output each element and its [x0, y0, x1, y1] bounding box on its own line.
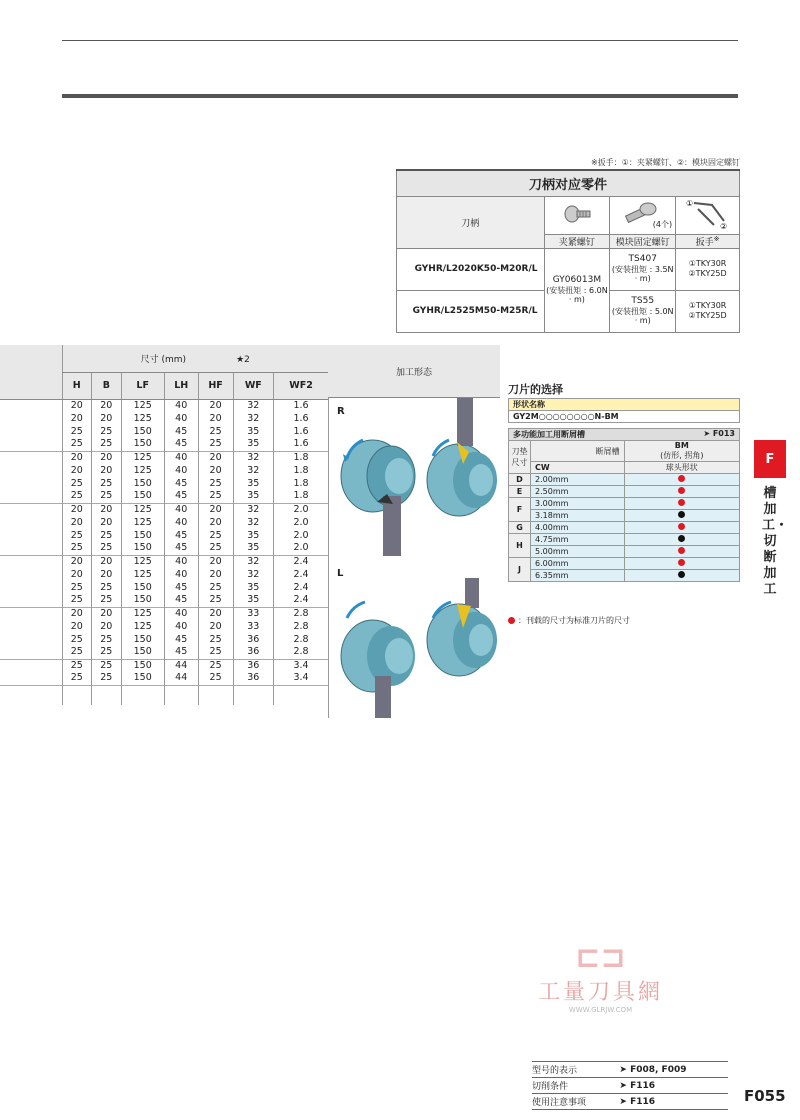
dims-cell: 25	[198, 581, 233, 594]
cw-value: 3.18mm	[531, 510, 625, 522]
dims-col-wf2: WF2	[274, 372, 328, 399]
dims-cell: 125	[121, 620, 164, 633]
dims-cell: 20	[62, 516, 92, 529]
list-item	[509, 558, 740, 570]
dims-cell: 150	[121, 672, 164, 685]
shape-header: 加工形态	[328, 345, 500, 398]
dims-cell: 32	[233, 412, 274, 425]
pad-grade: G	[509, 522, 531, 534]
dims-cell: 25	[62, 672, 92, 685]
dims-cell: 20	[198, 451, 233, 464]
ref-link[interactable]: ➤ F116	[619, 1094, 728, 1110]
dims-cell: 25	[198, 477, 233, 490]
dims-cell: 20	[92, 555, 122, 568]
dims-cell: 1.6	[274, 399, 328, 412]
dims-cell: 25	[198, 633, 233, 646]
dims-cell: 125	[121, 568, 164, 581]
dims-cell: 1.6	[274, 412, 328, 425]
dims-cell: 150	[121, 490, 164, 503]
dims-cell: 20	[198, 516, 233, 529]
dims-cell: 125	[121, 503, 164, 516]
dims-cell: 32	[233, 568, 274, 581]
dims-cell: 20	[198, 412, 233, 425]
dims-cell: 150	[121, 659, 164, 672]
dims-cell: 2.8	[274, 620, 328, 633]
dims-cell: 20	[92, 503, 122, 516]
dims-cell: 35	[233, 477, 274, 490]
dims-cell: 20	[62, 399, 92, 412]
dims-cell: 125	[121, 399, 164, 412]
dims-cell: 40	[164, 516, 198, 529]
dims-cell: 40	[164, 607, 198, 620]
availability-cell	[624, 498, 739, 510]
watermark-logo-icon: ⊏⊐	[575, 940, 626, 975]
dims-cell: 45	[164, 633, 198, 646]
black-dot-icon	[678, 571, 685, 578]
dims-cell: 33	[233, 607, 274, 620]
red-dot-icon	[678, 523, 685, 530]
dims-cell: 25	[198, 425, 233, 438]
wrench-cell: ①TKY30R ②TKY25D	[676, 290, 740, 332]
dims-cell: 20	[62, 568, 92, 581]
parts-table	[396, 169, 740, 333]
dims-cell: 2.0	[274, 529, 328, 542]
dims-cell: 150	[121, 542, 164, 555]
module-screw-cell: TS407 (安装扭矩 : 3.5N · m)	[610, 248, 676, 290]
dims-cell: 125	[121, 516, 164, 529]
table-row	[0, 503, 328, 516]
l-machining-diagram	[333, 578, 501, 718]
top-rule	[62, 40, 738, 41]
availability-cell	[624, 534, 739, 546]
red-dot-icon	[678, 499, 685, 506]
table-row	[0, 672, 328, 685]
dims-cell: 1.8	[274, 464, 328, 477]
section-tab-text: 槽加工・切断加工	[762, 486, 789, 597]
dims-cell: 20	[198, 399, 233, 412]
dims-header: 尺寸 (mm) ★2	[62, 345, 328, 372]
blank-header	[0, 345, 62, 399]
holder-model: GYHR/L2525M50-M25R/L	[397, 290, 545, 332]
dims-cell: 20	[198, 464, 233, 477]
dims-cell: 2.8	[274, 607, 328, 620]
svg-text:②: ②	[719, 221, 727, 231]
dims-cell: 36	[233, 672, 274, 685]
wrench-note: ※扳手：①：夹紧螺钉、②：模块固定螺钉	[590, 158, 740, 167]
svg-text:①: ①	[685, 198, 693, 208]
dims-col-b: B	[92, 372, 122, 399]
ref-link[interactable]: ➤ F008, F009	[619, 1062, 728, 1078]
dims-cell: 25	[92, 672, 122, 685]
dims-cell: 125	[121, 555, 164, 568]
dims-cell: 20	[198, 607, 233, 620]
footer-refs: 型号的表示 ➤ F008, F009 切削条件 ➤ F116 使用注意事项 ➤ F116	[532, 1061, 728, 1110]
dims-cell: 40	[164, 555, 198, 568]
dims-cell: 35	[233, 542, 274, 555]
dims-cell: 40	[164, 412, 198, 425]
dims-cell: 25	[62, 581, 92, 594]
dims-cell: 20	[62, 555, 92, 568]
dims-cell: 25	[62, 490, 92, 503]
dims-cell: 35	[233, 438, 274, 451]
dims-cell: 25	[92, 633, 122, 646]
table-row	[0, 646, 328, 659]
dims-cell: 40	[164, 451, 198, 464]
list-item	[509, 570, 740, 582]
dims-cell: 2.8	[274, 633, 328, 646]
dims-cell: 35	[233, 594, 274, 607]
red-dot-icon	[678, 487, 685, 494]
module-screw-icon: (4个)	[610, 196, 676, 234]
table-row	[0, 568, 328, 581]
cw-value: 4.00mm	[531, 522, 625, 534]
dims-col-h: H	[62, 372, 92, 399]
dims-cell: 1.6	[274, 425, 328, 438]
cw-value: 3.00mm	[531, 498, 625, 510]
dims-cell: 2.0	[274, 542, 328, 555]
table-row	[0, 516, 328, 529]
red-dot-icon	[508, 617, 515, 624]
table-row	[0, 529, 328, 542]
dims-cell: 36	[233, 633, 274, 646]
availability-cell	[624, 474, 739, 486]
insert-code: GY2M○○○○○○○○N-BM	[509, 411, 740, 423]
dims-cell: 35	[233, 581, 274, 594]
parts-title: 刀柄对应零件	[397, 170, 740, 196]
dims-cell: 20	[92, 516, 122, 529]
shape-column	[328, 398, 500, 718]
dims-cell: 36	[233, 659, 274, 672]
dims-cell: 20	[198, 503, 233, 516]
table-row	[0, 581, 328, 594]
table-row	[0, 633, 328, 646]
dims-cell: 25	[92, 438, 122, 451]
breaker-section: 多功能加工用断屑槽 ➤ F013	[509, 429, 740, 441]
dims-cell: 25	[92, 646, 122, 659]
dims-cell: 25	[198, 490, 233, 503]
dims-cell: 45	[164, 646, 198, 659]
black-dot-icon	[678, 511, 685, 518]
shape-l-label: L	[337, 568, 344, 579]
dims-cell: 1.6	[274, 438, 328, 451]
dims-cell: 25	[62, 542, 92, 555]
table-row	[0, 542, 328, 555]
availability-cell	[624, 522, 739, 534]
table-row	[0, 438, 328, 451]
dims-cell: 25	[92, 542, 122, 555]
dims-cell: 32	[233, 503, 274, 516]
dims-cell: 125	[121, 451, 164, 464]
dims-cell: 45	[164, 490, 198, 503]
holder-model: GYHR/L2020K50-M20R/L	[397, 248, 545, 290]
list-item	[509, 474, 740, 486]
dims-cell: 150	[121, 633, 164, 646]
dims-cell: 25	[62, 425, 92, 438]
red-dot-icon	[678, 559, 685, 566]
table-row	[0, 594, 328, 607]
dims-cell: 33	[233, 620, 274, 633]
dims-cell: 25	[62, 594, 92, 607]
availability-cell	[624, 570, 739, 582]
dims-cell: 25	[62, 646, 92, 659]
dims-cell: 150	[121, 477, 164, 490]
dims-col-lf: LF	[121, 372, 164, 399]
dims-cell: 32	[233, 555, 274, 568]
table-row	[0, 490, 328, 503]
shape-r-label: R	[337, 406, 345, 417]
dims-cell: 25	[62, 477, 92, 490]
dims-cell: 25	[92, 425, 122, 438]
header-bar	[62, 94, 738, 98]
watermark: ⊏⊐ 工量刀具網 WWW.GLRJW.COM	[538, 940, 664, 1014]
dims-cell: 25	[92, 581, 122, 594]
dims-cell: 44	[164, 659, 198, 672]
dims-cell: 32	[233, 451, 274, 464]
col-module-screw: 模块固定螺钉	[610, 234, 676, 248]
dims-cell: 2.4	[274, 555, 328, 568]
dims-cell: 3.4	[274, 659, 328, 672]
dims-col-wf: WF	[233, 372, 274, 399]
dims-cell: 150	[121, 581, 164, 594]
dims-cell: 35	[233, 425, 274, 438]
clamp-screw-icon	[544, 196, 610, 234]
availability-cell	[624, 558, 739, 570]
legend: ：刊载的尺寸为标准刀片的尺寸	[508, 615, 630, 626]
dims-cell: 25	[198, 646, 233, 659]
dims-cell: 25	[62, 529, 92, 542]
dims-cell: 2.8	[274, 646, 328, 659]
dims-cell: 25	[198, 672, 233, 685]
list-item	[509, 546, 740, 558]
dims-cell: 45	[164, 529, 198, 542]
list-item	[509, 486, 740, 498]
dims-cell: 125	[121, 464, 164, 477]
cw-value: 6.35mm	[531, 570, 625, 582]
table-row	[0, 464, 328, 477]
list-item	[509, 498, 740, 510]
dims-cell: 25	[198, 594, 233, 607]
dims-cell: 1.8	[274, 451, 328, 464]
dims-cell: 36	[233, 646, 274, 659]
dims-cell: 32	[233, 464, 274, 477]
pad-grade: H	[509, 534, 531, 558]
table-row	[0, 659, 328, 672]
dims-cell: 20	[92, 451, 122, 464]
dims-cell: 150	[121, 425, 164, 438]
dims-cell: 25	[62, 438, 92, 451]
dims-cell: 25	[92, 594, 122, 607]
dims-cell: 25	[92, 529, 122, 542]
page-number: F055	[744, 1087, 786, 1105]
dims-cell: 25	[62, 633, 92, 646]
cw-label: CW	[531, 462, 625, 474]
dims-cell: 20	[62, 451, 92, 464]
dims-cell: 2.4	[274, 568, 328, 581]
table-row	[0, 451, 328, 464]
dims-cell: 1.8	[274, 477, 328, 490]
dims-cell: 45	[164, 438, 198, 451]
dims-cell: 40	[164, 620, 198, 633]
table-row	[0, 620, 328, 633]
dims-cell: 25	[62, 659, 92, 672]
pad-grade: E	[509, 486, 531, 498]
dims-cell: 20	[62, 464, 92, 477]
availability-cell	[624, 510, 739, 522]
tip-shape-label: 球头形状	[624, 462, 739, 474]
dims-cell: 40	[164, 503, 198, 516]
cw-value: 2.00mm	[531, 474, 625, 486]
dims-cell: 40	[164, 464, 198, 477]
col-wrench: 扳手※	[676, 234, 740, 248]
red-dot-icon	[678, 547, 685, 554]
pad-grade: J	[509, 558, 531, 582]
dims-cell: 40	[164, 399, 198, 412]
dims-cell: 45	[164, 477, 198, 490]
table-row	[0, 607, 328, 620]
dims-cell: 20	[92, 620, 122, 633]
insert-table	[508, 398, 740, 582]
dims-cell: 32	[233, 399, 274, 412]
breaker-label: 断屑槽	[531, 441, 625, 462]
dims-cell: 20	[92, 568, 122, 581]
bm-label: BM (仿形, 拐角)	[624, 441, 739, 462]
dims-cell: 20	[62, 503, 92, 516]
r-machining-diagram	[333, 398, 501, 558]
dims-cell: 45	[164, 425, 198, 438]
availability-cell	[624, 486, 739, 498]
cw-value: 6.00mm	[531, 558, 625, 570]
red-dot-icon	[678, 475, 685, 482]
pad-grade: D	[509, 474, 531, 486]
dims-cell: 20	[198, 568, 233, 581]
dims-cell: 25	[92, 477, 122, 490]
dims-cell: 125	[121, 607, 164, 620]
section-tab[interactable]: F	[754, 440, 786, 478]
dims-cell: 2.4	[274, 594, 328, 607]
insert-title: 刀片的选择	[508, 383, 563, 396]
list-item	[509, 510, 740, 522]
dims-cell: 20	[198, 620, 233, 633]
dims-cell: 25	[92, 659, 122, 672]
dims-col-lh: LH	[164, 372, 198, 399]
cw-value: 4.75mm	[531, 534, 625, 546]
dims-cell: 45	[164, 581, 198, 594]
pad-size-label: 刀垫尺寸	[509, 441, 531, 474]
black-dot-icon	[678, 535, 685, 542]
dims-cell: 150	[121, 529, 164, 542]
ref-link[interactable]: ➤ F116	[619, 1078, 728, 1094]
clamp-screw-cell: GY06013M (安装扭矩 : 6.0N · m)	[544, 248, 610, 332]
module-screw-cell: TS55 (安装扭矩 : 5.0N · m)	[610, 290, 676, 332]
shape-name-label: 形状名称	[509, 399, 740, 411]
dims-cell: 32	[233, 516, 274, 529]
dims-cell: 25	[198, 659, 233, 672]
availability-cell	[624, 546, 739, 558]
dims-cell: 20	[92, 412, 122, 425]
dims-cell: 25	[198, 529, 233, 542]
table-row	[0, 555, 328, 568]
dims-col-hf: HF	[198, 372, 233, 399]
dims-cell: 40	[164, 568, 198, 581]
table-row	[0, 477, 328, 490]
dims-cell: 45	[164, 542, 198, 555]
table-row	[0, 412, 328, 425]
dims-cell: 25	[198, 542, 233, 555]
cw-value: 5.00mm	[531, 546, 625, 558]
dims-cell: 20	[198, 555, 233, 568]
dims-cell: 35	[233, 529, 274, 542]
dims-cell: 20	[62, 620, 92, 633]
table-row	[0, 399, 328, 412]
dims-cell: 25	[198, 438, 233, 451]
dims-cell: 20	[92, 399, 122, 412]
table-row	[0, 425, 328, 438]
dimensions-table	[0, 345, 328, 705]
dims-cell: 20	[92, 607, 122, 620]
dims-cell: 1.8	[274, 490, 328, 503]
dims-cell: 20	[62, 607, 92, 620]
col-clamp-screw: 夹紧螺钉	[544, 234, 610, 248]
dims-cell: 2.4	[274, 581, 328, 594]
dims-cell: 20	[92, 464, 122, 477]
dims-cell: 44	[164, 672, 198, 685]
dims-cell: 3.4	[274, 672, 328, 685]
cw-value: 2.50mm	[531, 486, 625, 498]
dims-cell: 20	[62, 412, 92, 425]
dims-cell: 2.0	[274, 503, 328, 516]
dims-cell: 125	[121, 412, 164, 425]
dims-cell: 150	[121, 438, 164, 451]
dims-cell: 2.0	[274, 516, 328, 529]
list-item	[509, 534, 740, 546]
pad-grade: F	[509, 498, 531, 522]
dims-cell: 25	[92, 490, 122, 503]
dims-cell: 35	[233, 490, 274, 503]
wrench-icon	[676, 196, 740, 234]
dims-cell: 150	[121, 594, 164, 607]
dims-cell: 45	[164, 594, 198, 607]
holder-header: 刀柄	[397, 196, 545, 248]
dims-cell: 150	[121, 646, 164, 659]
list-item	[509, 522, 740, 534]
wrench-cell: ①TKY30R ②TKY25D	[676, 248, 740, 290]
